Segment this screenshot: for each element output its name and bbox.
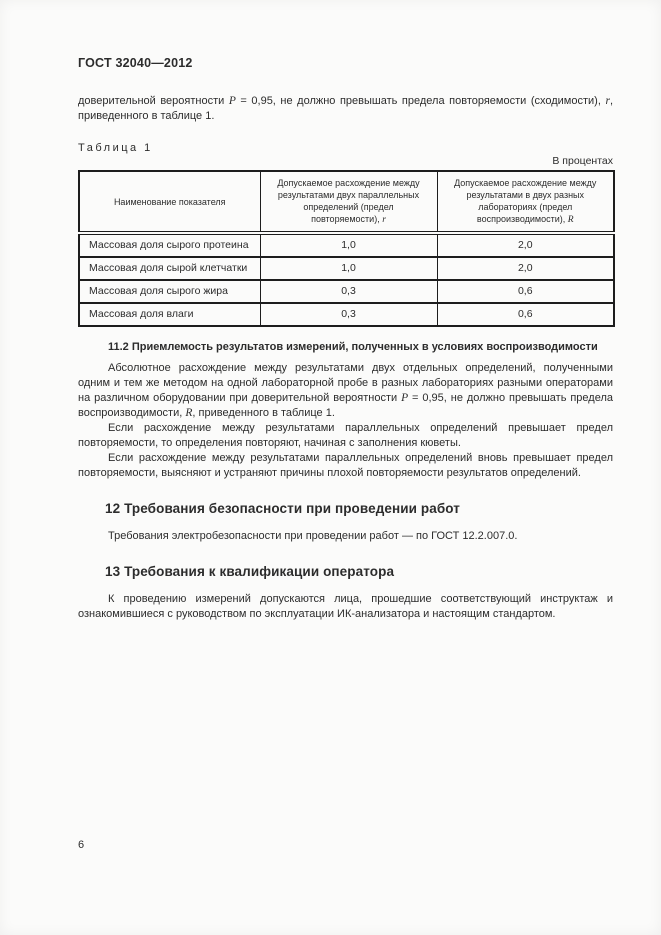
cell-reproducibility-value: 0,6	[437, 303, 614, 326]
cell-reproducibility-value: 0,6	[437, 280, 614, 303]
section-13-paragraph: К проведению измерений допускаются лица, прошедшие соответствующий инструктаж и ознакомившиеся с руководством по эксплуатации ИК-анализатора и настоящим стандартом.	[78, 593, 613, 620]
text-segment: Допускаемое расхождение между результатами двух параллельных определений (предел повторяемости),	[277, 178, 420, 224]
table-row	[79, 303, 614, 326]
cell-repeatability-value: 1,0	[260, 257, 437, 280]
italic-variable: R	[567, 215, 574, 225]
italic-variable: r	[382, 215, 386, 225]
italic-variable: P	[228, 95, 236, 107]
text-segment: = 0,95, не должно превышать предела воспроизводимости,	[78, 392, 613, 419]
table-body	[79, 233, 614, 326]
doc-code-header: ГОСТ 32040—2012	[78, 56, 193, 70]
table-header-row	[79, 171, 614, 233]
text-segment: доверительной вероятности	[78, 95, 229, 107]
italic-variable: R	[185, 407, 193, 419]
tolerances-table	[78, 170, 615, 327]
section-12-paragraph: Требования электробезопасности при проведении работ — по ГОСТ 12.2.007.0.	[108, 530, 518, 542]
section-11-2-paragraph-1	[78, 361, 613, 421]
table-row	[79, 257, 614, 280]
header-cell-reproducibility-limit	[437, 171, 614, 233]
section-13-heading: 13 Требования к квалификации оператора	[105, 564, 395, 579]
cell-indicator-name: Массовая доля сырого протеина	[79, 233, 260, 257]
section-11-2-heading: 11.2 Приемлемость результатов измерений, полученных в условиях воспроизводимости	[108, 341, 598, 353]
cell-reproducibility-value: 2,0	[437, 233, 614, 257]
cell-indicator-name: Массовая доля сырой клетчатки	[79, 257, 260, 280]
text-segment: , приведенного в таблице 1.	[78, 95, 613, 122]
cell-repeatability-value: 1,0	[260, 233, 437, 257]
cell-indicator-name: Массовая доля сырого жира	[79, 280, 260, 303]
text-segment: = 0,95, не должно превышать предела повторяемости (сходимости),	[235, 95, 606, 107]
page-number: 6	[78, 839, 85, 851]
text-segment: Допускаемое расхождение между результатами в двух разных лабораториях (предел воспроизводимости),	[454, 178, 597, 224]
table-caption: Таблица 1	[78, 142, 153, 154]
section-12-heading: 12 Требования безопасности при проведении работ	[105, 501, 461, 516]
table-units-note: В процентах	[552, 155, 613, 167]
section-11-2-paragraph-3: Если расхождение между результатами параллельных определений вновь превышает предел повторяемости, выясняют и устраняют причины плохой повторяемости результатов определений.	[78, 452, 613, 479]
intro-paragraph	[78, 94, 613, 124]
cell-repeatability-value: 0,3	[260, 280, 437, 303]
text-segment: , приведенного в таблице 1.	[192, 407, 335, 419]
text-segment: Абсолютное расхождение между результатами двух отдельных определений, полученными одним и тем же методом на одной лабораторной пробе в разных лабораториях разными операторами на различном оборудовании при доверительной вероятности	[78, 362, 613, 404]
section-11-2-paragraph-2: Если расхождение между результатами параллельных определений превышает предел повторяемости, то определения повторяют, начиная с заполнения кюветы.	[78, 422, 613, 449]
header-cell-repeatability-limit	[260, 171, 437, 233]
header-cell-indicator-name: Наименование показателя	[79, 171, 260, 233]
cell-repeatability-value: 0,3	[260, 303, 437, 326]
table-row	[79, 233, 614, 257]
italic-variable: P	[401, 392, 409, 404]
table-row	[79, 280, 614, 303]
cell-indicator-name: Массовая доля влаги	[79, 303, 260, 326]
cell-reproducibility-value: 2,0	[437, 257, 614, 280]
italic-variable: r	[605, 95, 610, 107]
